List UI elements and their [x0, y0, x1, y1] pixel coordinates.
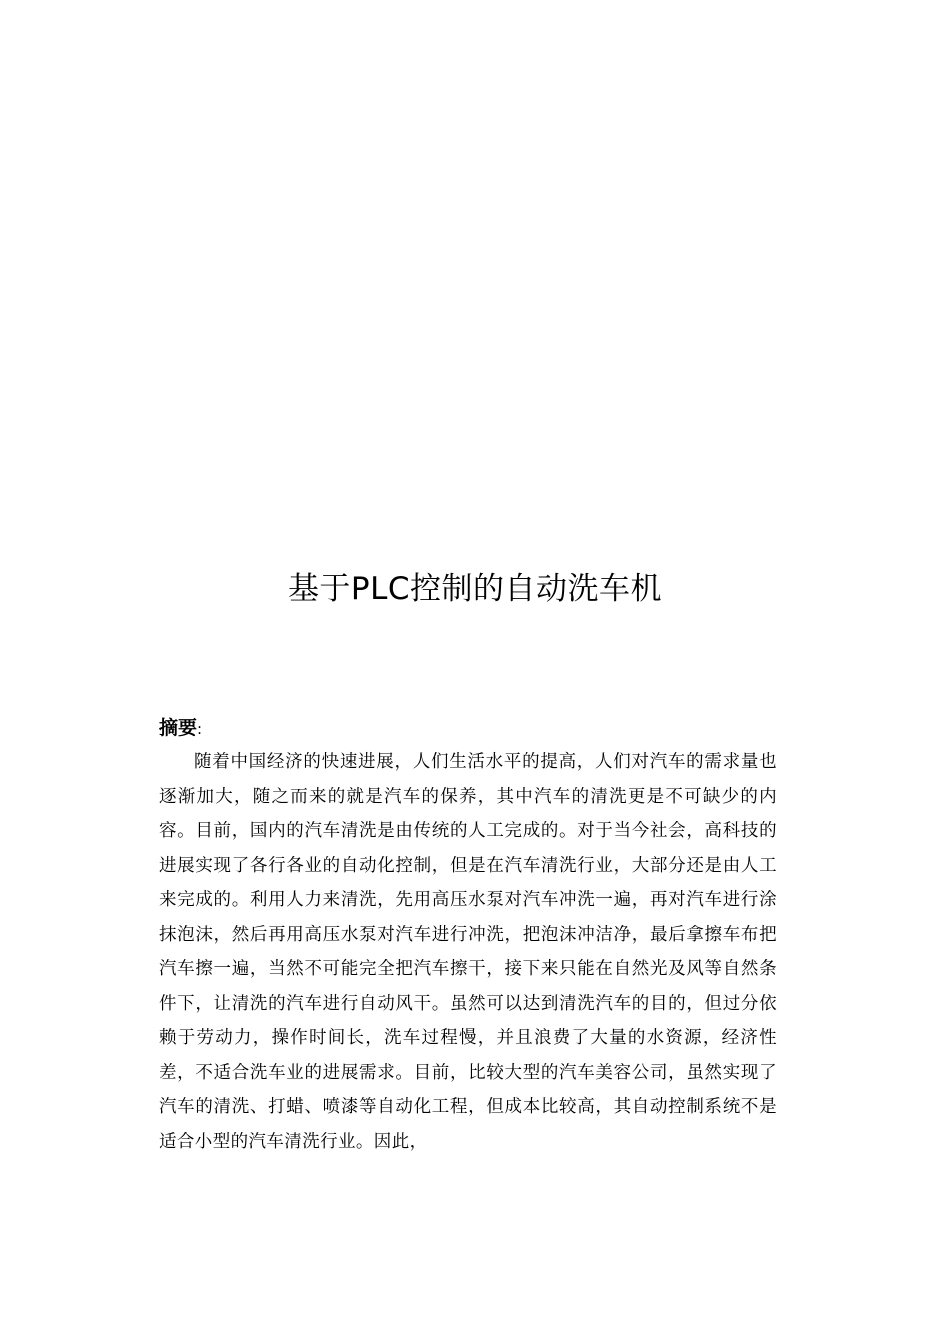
abstract-label-colon: :	[197, 720, 203, 738]
abstract-section	[159, 712, 777, 1159]
abstract-heading	[159, 712, 777, 745]
abstract-paragraph: 随着中国经济的快速进展，人们生活水平的提高，人们对汽车的需求量也逐渐加大，随之而来的就是汽车的保养，其中汽车的清洗更是不可缺少的内容。目前，国内的汽车清洗是由传统的人工完成的。对于当今社会，高科技的进展实现了各行各业的自动化控制，但是在汽车清洗行业，大部分还是由人工来完成的。利用人力来清洗，先用高压水泵对汽车冲洗一遍，再对汽车进行涂抹泡沫，然后再用高压水泵对汽车进行冲洗，把泡沫冲洁净，最后拿擦车布把汽车擦一遍，当然不可能完全把汽车擦干，接下来只能在自然光及风等自然条件下，让清洗的汽车进行自动风干。虽然可以达到清洗汽车的目的，但过分依赖于劳动力，操作时间长，洗车过程慢，并且浪费了大量的水资源，经济性差，不适合洗车业的进展需求。目前，比较大型的汽车美容公司，虽然实现了汽车的清洗、打蜡、喷漆等自动化工程，但成本比较高，其自动控制系统不是适合小型的汽车清洗行业。因此，	[159, 752, 777, 1152]
abstract-label-text: 摘要	[159, 717, 198, 739]
document-title: 基于PLC控制的自动洗车机	[287, 571, 663, 607]
